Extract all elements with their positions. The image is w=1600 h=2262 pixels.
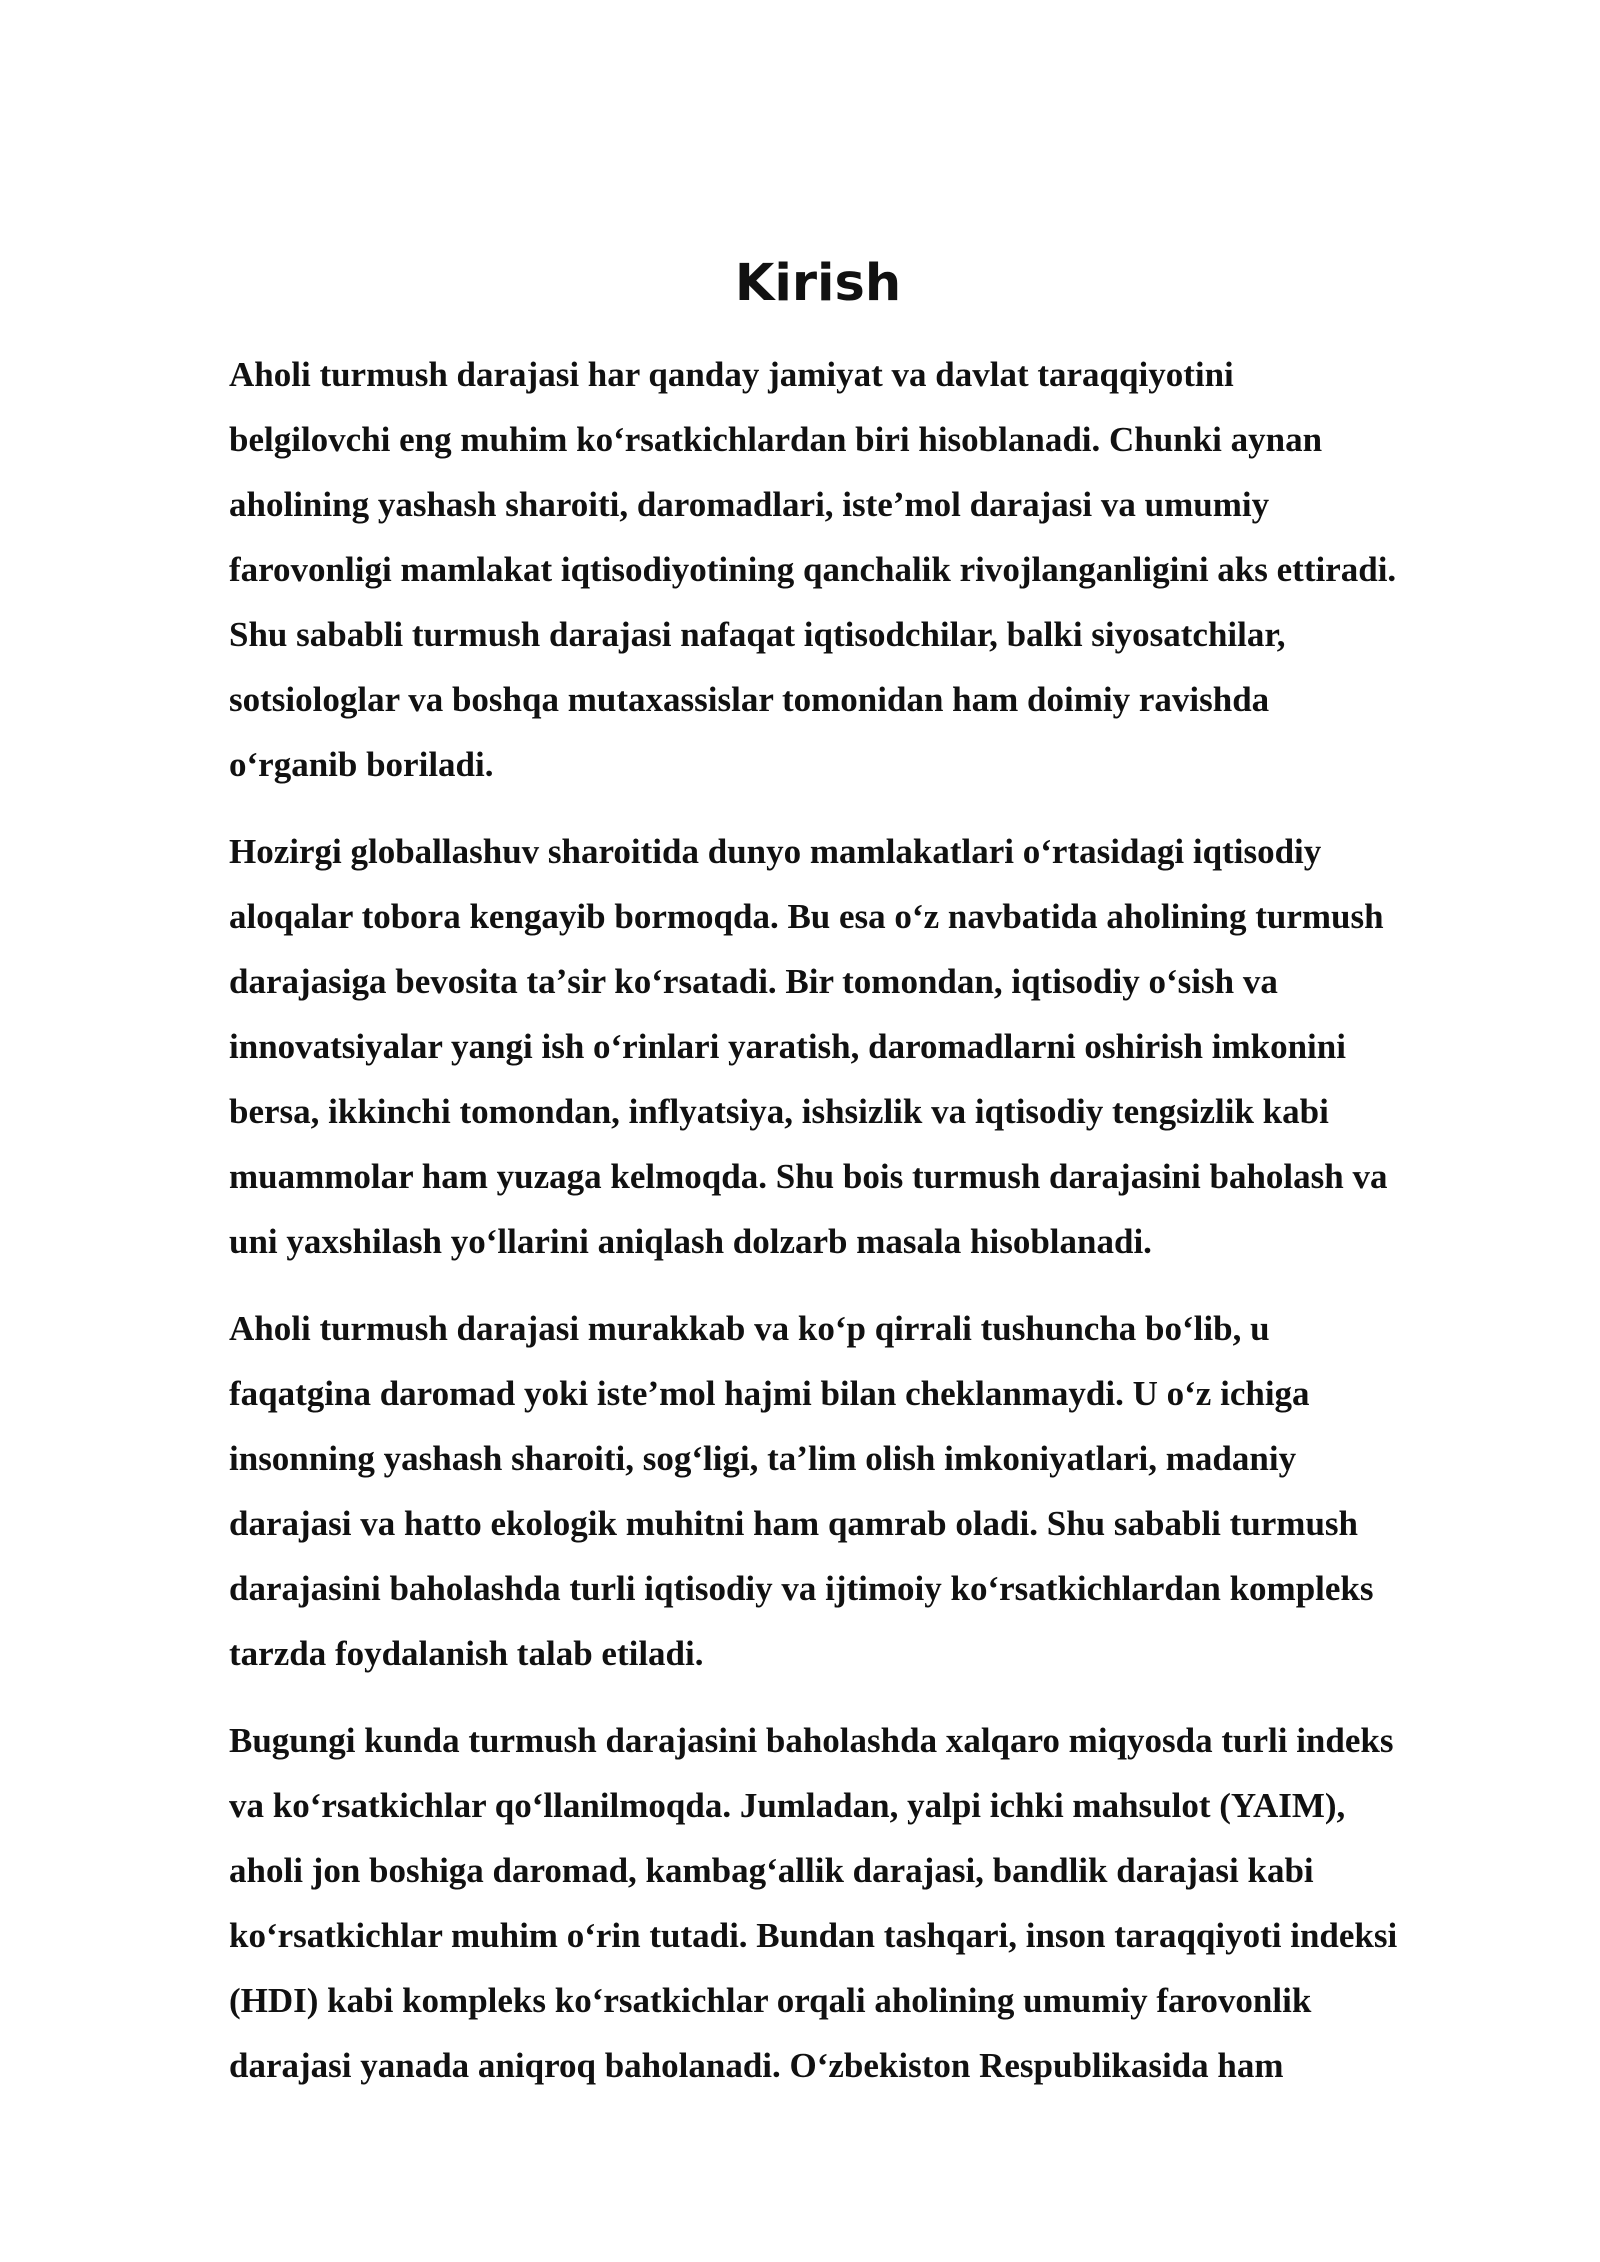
paragraph-2: [229, 819, 1499, 1274]
document-body: [229, 342, 1499, 2120]
paragraph-1: [229, 342, 1499, 797]
paragraph-line: darajasi va hatto ekologik muhitni ham qamrab oladi. Shu sababli turmush: [229, 1504, 1359, 1543]
paragraph-line: tarzda foydalanish talab etiladi.: [229, 1634, 704, 1673]
paragraph-line: Bugungi kunda turmush darajasini baholashda xalqaro miqyosda turli indeks: [229, 1721, 1394, 1760]
paragraph-line: belgilovchi eng muhim koʻrsatkichlardan biri hisoblanadi. Chunki aynan: [229, 420, 1323, 459]
document-title: Kirish: [734, 254, 902, 313]
paragraph-line: Hozirgi globallashuv sharoitida dunyo mamlakatlari oʻrtasidagi iqtisodiy: [229, 832, 1322, 871]
paragraph-line: Shu sababli turmush darajasi nafaqat iqtisodchilar, balki siyosatchilar,: [229, 615, 1286, 654]
paragraph-line: farovonligi mamlakat iqtisodiyotining qanchalik rivojlanganligini aks ettiradi.: [229, 550, 1397, 589]
paragraph-line: aloqalar tobora kengayib bormoqda. Bu esa oʻz navbatida aholining turmush: [229, 897, 1384, 936]
paragraph-line: Aholi turmush darajasi har qanday jamiyat va davlat taraqqiyotini: [229, 355, 1234, 394]
paragraph-line: Aholi turmush darajasi murakkab va koʻp qirrali tushuncha boʻlib, u: [229, 1309, 1270, 1348]
paragraph-line: insonning yashash sharoiti, sogʻligi, taʼlim olish imkoniyatlari, madaniy: [229, 1439, 1297, 1478]
paragraph-line: (HDI) kabi kompleks koʻrsatkichlar orqali aholining umumiy farovonlik: [229, 1981, 1312, 2020]
paragraph-line: sotsiologlar va boshqa mutaxassislar tomonidan ham doimiy ravishda: [229, 680, 1270, 719]
paragraph-line: oʻrganib boriladi.: [229, 745, 494, 784]
paragraph-line: aholi jon boshiga daromad, kambagʻallik darajasi, bandlik darajasi kabi: [229, 1851, 1314, 1890]
paragraph-line: koʻrsatkichlar muhim oʻrin tutadi. Bundan tashqari, inson taraqqiyoti indeksi: [229, 1916, 1398, 1955]
paragraph-line: darajasi yanada aniqroq baholanadi. Oʻzbekiston Respublikasida ham: [229, 2046, 1284, 2085]
paragraph-line: aholining yashash sharoiti, daromadlari, isteʼmol darajasi va umumiy: [229, 485, 1270, 524]
paragraph-4: [229, 1708, 1499, 2098]
paragraph-line: uni yaxshilash yoʻllarini aniqlash dolzarb masala hisoblanadi.: [229, 1222, 1152, 1261]
paragraph-line: va koʻrsatkichlar qoʻllanilmoqda. Jumladan, yalpi ichki mahsulot (YAIM),: [229, 1786, 1346, 1825]
paragraph-line: bersa, ikkinchi tomondan, inflyatsiya, ishsizlik va iqtisodiy tengsizlik kabi: [229, 1092, 1329, 1131]
paragraph-line: innovatsiyalar yangi ish oʻrinlari yaratish, daromadlarni oshirish imkonini: [229, 1027, 1346, 1066]
paragraph-line: faqatgina daromad yoki isteʼmol hajmi bilan cheklanmaydi. U oʻz ichiga: [229, 1374, 1310, 1413]
paragraph-line: darajasiga bevosita taʼsir koʻrsatadi. Bir tomondan, iqtisodiy oʻsish va: [229, 962, 1278, 1001]
paragraph-line: darajasini baholashda turli iqtisodiy va ijtimoiy koʻrsatkichlardan kompleks: [229, 1569, 1374, 1608]
paragraph-3: [229, 1296, 1499, 1686]
paragraph-line: muammolar ham yuzaga kelmoqda. Shu bois turmush darajasini baholash va: [229, 1157, 1388, 1196]
